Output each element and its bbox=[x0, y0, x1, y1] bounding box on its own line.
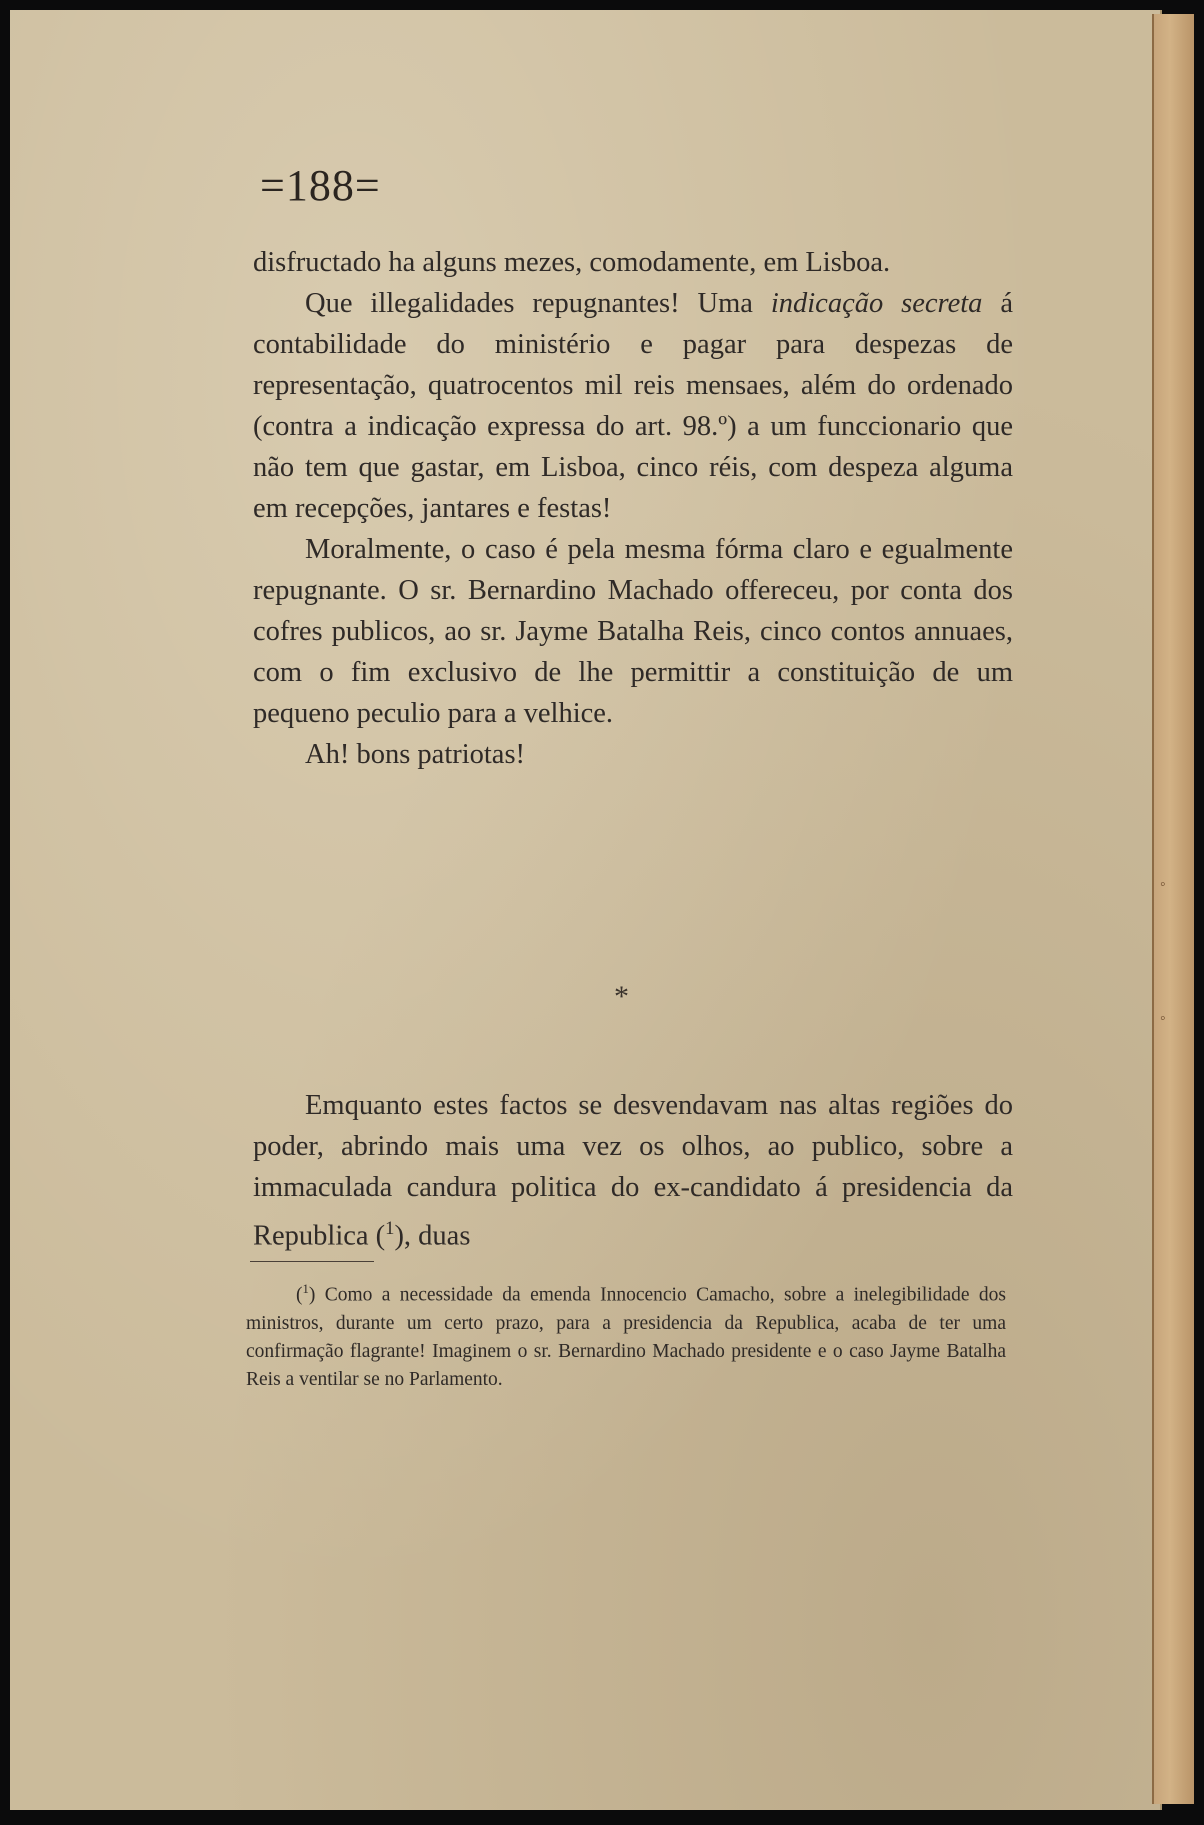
paragraph-3: Moralmente, o caso é pela mesma fórma claro e egualmente repugnante. O sr. Bernardino Machado offereceu, por conta dos cofres publicos, ao sr. Jayme Batalha Reis, cinco contos annuaes, com o fim exclusivo de lhe permittir a constituição de um pequeno peculio para a velhice. bbox=[253, 534, 1013, 729]
paragraph-5-text-a: Emquanto estes factos se desvendavam nas altas regiões do poder, abrindo mais uma vez os olhos, ao publico, sobre a immaculada candura politica do ex-candidato á presidencia da Republica ( bbox=[253, 1090, 1013, 1252]
paragraph-2-text-a: Que illegalidades repugnantes! Uma bbox=[305, 288, 771, 319]
footnote-text: Como a necessidade da emenda Innocencio Camacho, sobre a inelegibilidade dos ministros, durante um certo prazo, para a presidencia da Republica, acaba de ter uma confirmação flagrante! Imaginem o sr. Bernardino Machado presidente e o caso Jayme Batalha Reis a ventilar se no Parlamento. bbox=[246, 1284, 1006, 1390]
adjacent-page-edge bbox=[1152, 14, 1194, 1804]
book-page bbox=[10, 10, 1162, 1810]
paragraph-2-emphasis: indicação secreta bbox=[770, 288, 983, 319]
body-text-bottom bbox=[253, 1085, 1013, 1257]
paragraph-2 bbox=[253, 283, 1013, 529]
body-text-top bbox=[253, 242, 1013, 775]
footnote-reference: 1 bbox=[385, 1218, 395, 1239]
paragraph-5 bbox=[253, 1085, 1013, 1257]
paragraph-1: disfructado ha alguns mezes, comodamente, em Lisboa. bbox=[253, 247, 891, 278]
page-number: =188= bbox=[260, 161, 381, 210]
page-edge-mark: ◦ bbox=[1160, 876, 1166, 893]
footnote-rule bbox=[250, 1261, 374, 1262]
paragraph-4: Ah! bons patriotas! bbox=[305, 739, 526, 770]
section-separator: * bbox=[614, 980, 629, 1013]
paragraph-5-text-b: ), duas bbox=[394, 1220, 471, 1252]
footnote bbox=[246, 1275, 1006, 1394]
footnote-marker: 1 bbox=[302, 1282, 309, 1296]
footnote-paragraph: ($^1$) Como a necessidade da emenda Innocencio Camacho, sobre a inelegibilidade dos ministros, durante um certo prazo, para a presidencia da Republica, acaba de ter uma confirmação flagrante! Imaginem o sr. Bernardino Machado presidente e o caso Jayme Batalha Reis a ventilar se no Parlamento. bbox=[246, 1282, 1006, 1390]
page-edge-mark: ◦ bbox=[1160, 1010, 1166, 1027]
paragraph-2-text-b: á contabilidade do ministério e pagar para despezas de representação, quatrocentos mil reis mensaes, além do ordenado (contra a indicação expressa do art. 98.º) a um funccionario que não tem que gastar, em Lisboa, cinco réis, com despeza alguma em recepções, jantares e festas! bbox=[253, 288, 1013, 524]
